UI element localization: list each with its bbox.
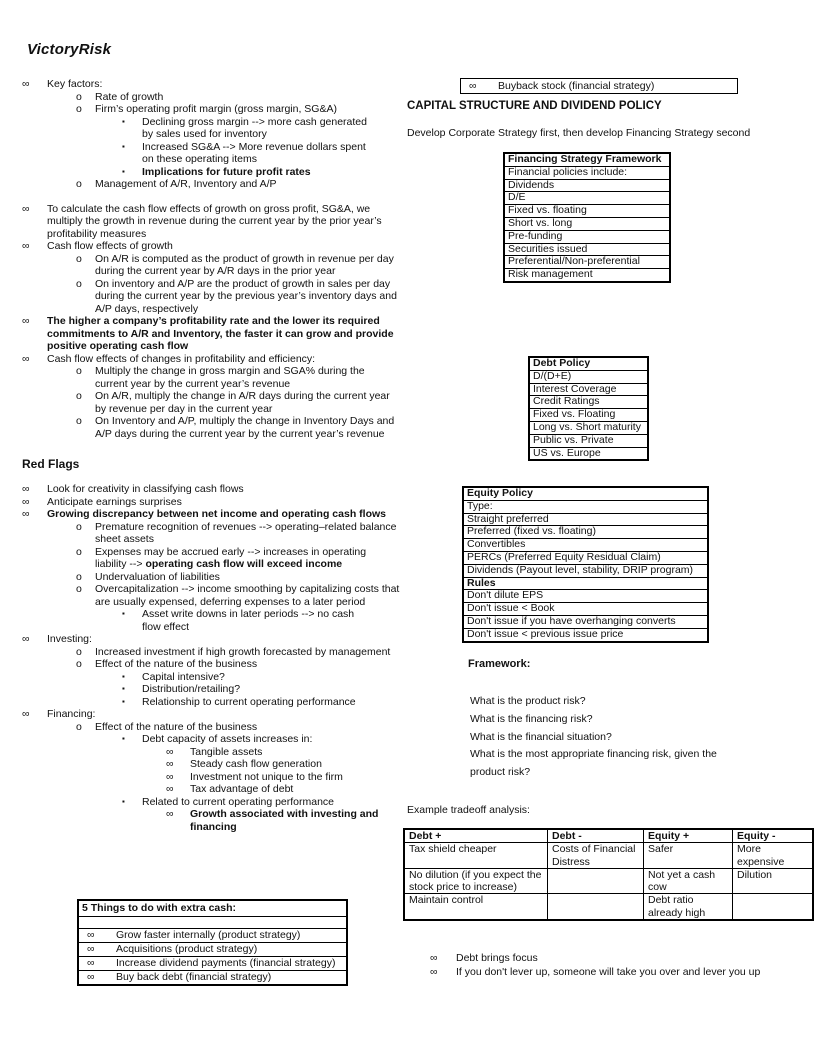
table-row-text: Increase dividend payments (financial strategy) [116,957,336,969]
buyback-stock-label: Buyback stock (financial strategy) [498,80,655,92]
table-row: Fixed vs. floating [505,204,669,217]
tradeoff-cell: More expensive [733,843,814,869]
list-item [22,796,400,809]
list-item-text: Cash flow effects of growth [47,240,173,252]
list-item-text: Distribution/retailing? [142,683,241,695]
equity-policy-table [462,486,709,643]
table-row-text: Buy back debt (financial strategy) [116,971,272,983]
left-bullet-list [22,78,400,833]
infinity-bullet-icon: ∞ [166,745,174,758]
list-item-text: Expenses may be accrued early --> increases in operating liability --> operating cash flow will exceed income [95,545,367,570]
list-item-text: Investing: [47,633,92,645]
list-item [22,783,400,796]
list-item-text: On A/R, multiply the change in A/R days during the current year by revenue per day in the current year [95,390,390,415]
infinity-bullet-icon: ∞ [166,758,174,770]
list-item-text: Multiply the change in gross margin and SGA% during the current year by the current year’s revenue [95,365,365,390]
circle-bullet-icon: o [76,277,82,290]
tradeoff-header-cell: Equity + [644,829,733,843]
list-item [22,496,400,509]
list-item [22,696,400,709]
table-row: Credit Ratings [530,395,647,408]
list-item-text: Cash flow effects of changes in profitability and efficiency: [47,352,316,365]
list-item [22,415,400,440]
circle-bullet-icon: o [76,583,82,595]
framework-question: What is the product risk? [470,695,586,707]
list-item-text: Related to current operating performance [142,795,335,808]
bottom-bullet-text: Debt brings focus [456,952,538,964]
tradeoff-header-row [404,829,813,843]
list-item [22,583,400,608]
table-row [79,943,346,957]
infinity-bullet-icon: ∞ [22,78,30,90]
square-bullet-icon: ▪ [122,141,125,151]
circle-bullet-icon: o [76,570,82,583]
tradeoff-cell: Dilution [733,868,814,894]
bottom-bullet-text: If you don't lever up, someone will take you over and lever you up [456,965,761,978]
document-title: VictoryRisk [27,41,112,58]
table-row-text: Acquisitions (product strategy) [116,943,258,955]
list-item-text: Increased investment if high growth forecasted by management [95,645,391,658]
table-row: Pre-funding [505,230,669,243]
list-item-text: Growing discrepancy between net income and operating cash flows [47,508,386,520]
table-row: Fixed vs. Floating [530,408,647,421]
table-row: Straight preferred [464,513,707,526]
tradeoff-cell: Maintain control [404,894,548,920]
bottom-bullet-item [430,952,810,966]
table-row: Convertibles [464,538,707,551]
framework-question: What is the financing risk? [470,712,593,725]
table-row [79,929,346,943]
table-row: Don't issue < previous issue price [464,628,707,641]
infinity-bullet-icon: ∞ [87,929,95,941]
list-item [22,546,400,571]
infinity-bullet-icon: ∞ [87,971,95,983]
framework-question: What is the financial situation? [470,730,612,743]
infinity-bullet-icon: ∞ [469,80,477,92]
table-row: Long vs. Short maturity [530,421,647,434]
infinity-bullet-icon: ∞ [430,965,438,978]
table-row: Financing Strategy Framework [508,154,662,165]
square-bullet-icon: ▪ [122,734,125,743]
list-item [22,521,400,546]
list-item-text: Relationship to current operating performance [142,695,356,708]
list-item-text: On A/R is computed as the product of growth in revenue per day during the current year by A/R days in the prior year [95,252,394,277]
tradeoff-cell: No dilution (if you expect the stock price to increase) [404,868,548,894]
list-item-text: Growth associated with investing and financing [190,808,379,833]
list-item-text: On Inventory and A/P, multiply the change in Inventory Days and A/P days during the current year by the current year’s revenue [95,415,395,440]
list-item [22,633,400,646]
tradeoff-header-cell: Debt - [548,829,644,843]
infinity-bullet-icon: ∞ [22,315,30,327]
list-item [22,746,400,759]
circle-bullet-icon: o [76,415,82,427]
table-row: Rules [464,577,707,590]
table-row: Type: [464,500,707,513]
square-bullet-icon: ▪ [122,671,125,681]
list-item-text: Increased SG&A --> More revenue dollars spent on these operating items [142,140,366,165]
tradeoff-cell [548,894,644,920]
table-row-text: Grow faster internally (product strategy) [116,929,301,941]
tradeoff-cell [733,894,814,920]
list-item [22,116,400,141]
list-item [22,166,400,179]
tradeoff-cell: Costs of Financial Distress [548,843,644,869]
list-item [22,608,400,633]
list-item-text: Overcapitalization --> income smoothing by capitalizing costs that are usually expensed, deferring expenses to a later period [95,583,400,608]
infinity-bullet-icon: ∞ [87,943,95,955]
list-item-text: Anticipate earnings surprises [47,495,182,508]
list-item-text: Financing: [47,708,96,720]
table-row: Preferred (fixed vs. floating) [464,525,707,538]
table-row: D/E [505,191,669,204]
square-bullet-icon: ▪ [122,684,125,693]
strategy-intro-text: Develop Corporate Strategy first, then develop Financing Strategy second [407,127,751,139]
circle-bullet-icon: o [76,520,82,533]
tradeoff-cell: Safer [644,843,733,869]
infinity-bullet-icon: ∞ [166,783,174,795]
tradeoff-cell [548,868,644,894]
table-row: Dividends [505,179,669,192]
empty-row [79,917,346,929]
square-bullet-icon: ▪ [122,696,125,706]
table-row: Don't issue < Book [464,602,707,615]
infinity-bullet-icon: ∞ [22,483,30,495]
square-bullet-icon: ▪ [122,796,125,806]
table-row: Interest Coverage [530,383,647,396]
list-item [22,78,400,91]
infinity-bullet-icon: ∞ [22,508,30,520]
circle-bullet-icon: o [76,645,82,658]
list-item [22,671,400,684]
circle-bullet-icon: o [76,390,82,402]
list-item-text: Premature recognition of revenues --> operating–related balance sheet assets [95,520,397,545]
infinity-bullet-icon: ∞ [87,957,95,969]
framework-question: What is the most appropriate financing risk, given the product risk? [470,748,717,779]
circle-bullet-icon: o [76,545,82,558]
list-item [22,203,400,241]
circle-bullet-icon: o [76,365,82,377]
tradeoff-cell: Not yet a cash cow [644,868,733,894]
tradeoff-row [404,843,813,869]
table-row: Equity Policy [467,488,533,499]
table-row [79,957,346,971]
bottom-bullet-list [430,952,810,979]
table-row: Public vs. Private [530,434,647,447]
infinity-bullet-icon: ∞ [22,633,30,645]
square-bullet-icon: ▪ [122,166,125,176]
list-item-text: Tax advantage of debt [190,783,294,795]
capital-structure-heading: CAPITAL STRUCTURE AND DIVIDEND POLICY [407,100,662,112]
framework-questions [470,693,726,782]
tradeoff-header-cell: Debt + [404,829,548,843]
list-item [22,240,400,253]
list-item-text: Investment not unique to the firm [190,770,343,783]
list-item [22,483,400,496]
buyback-stock-row [460,78,738,94]
circle-bullet-icon: o [76,658,82,670]
table-row: US vs. Europe [530,447,647,460]
list-item-text: Effect of the nature of the business [95,658,258,670]
list-item [22,178,400,191]
list-item [22,91,400,104]
circle-bullet-icon: o [76,252,82,265]
list-item-text: Debt capacity of assets increases in: [142,733,313,745]
tradeoff-row [404,894,813,920]
table-row: Securities issued [505,243,669,256]
square-bullet-icon: ▪ [122,609,125,618]
infinity-bullet-icon: ∞ [22,495,30,508]
tradeoff-cell: Tax shield cheaper [404,843,548,869]
table-row: PERCs (Preferred Equity Residual Claim) [464,551,707,564]
list-item-text: Tangible assets [190,745,263,758]
table-row: Preferential/Non-preferential [505,255,669,268]
five-things-header: 5 Things to do with extra cash: [79,901,346,917]
list-item [22,390,400,415]
circle-bullet-icon: o [76,178,82,190]
list-item [22,708,400,721]
infinity-bullet-icon: ∞ [22,202,30,215]
table-row: Don't issue if you have overhanging converts [464,615,707,628]
list-item-text: Look for creativity in classifying cash flows [47,483,244,495]
list-item [22,315,400,353]
list-item [22,658,400,671]
table-row: Risk management [505,268,669,281]
financing-strategy-table [503,152,671,283]
list-item [22,365,400,390]
list-item [22,141,400,166]
table-row: Short vs. long [505,217,669,230]
list-item [22,646,400,659]
list-item-text: Steady cash flow generation [190,758,322,770]
table-row: D/(D+E) [530,370,647,383]
list-item [22,808,400,833]
circle-bullet-icon: o [76,720,82,733]
list-item-text: Key factors: [47,78,103,90]
list-item-text: On inventory and A/P are the product of growth in sales per day during the current year by the previous year’s inventory days and A/P days, respectively [95,277,397,315]
tradeoff-cell: Debt ratio already high [644,894,733,920]
list-item-text: Management of A/R, Inventory and A/P [95,178,277,190]
list-item-text: Rate of growth [95,90,164,103]
table-row [79,971,346,984]
infinity-bullet-icon: ∞ [22,708,30,720]
list-item [22,353,400,366]
list-item-text: Asset write downs in later periods --> no cash flow effect [142,608,355,633]
list-item-text: Effect of the nature of the business [95,720,258,733]
square-bullet-icon: ▪ [122,116,125,126]
tradeoff-header-cell: Equity - [733,829,814,843]
framework-heading: Framework: [468,658,531,670]
list-item [22,683,400,696]
list-item [22,571,400,584]
list-item-text: Declining gross margin --> more cash generated by sales used for inventory [142,115,367,140]
list-item-text: Implications for future profit rates [142,165,311,178]
list-item [22,253,400,278]
table-row: Dividends (Payout level, stability, DRIP program) [464,564,707,577]
list-item [22,758,400,771]
five-things-table [77,899,348,986]
circle-bullet-icon: o [76,90,82,103]
tradeoff-analysis-label: Example tradeoff analysis: [407,804,530,816]
circle-bullet-icon: o [76,103,82,115]
list-item [22,733,400,746]
infinity-bullet-icon: ∞ [430,952,438,964]
tradeoff-table [403,828,814,921]
infinity-bullet-icon: ∞ [166,770,174,783]
table-row: Debt Policy [533,358,591,369]
table-row: Don't dilute EPS [464,589,707,602]
bottom-bullet-item [430,966,810,980]
infinity-bullet-icon: ∞ [166,808,174,820]
list-item-text: Capital intensive? [142,670,225,683]
infinity-bullet-icon: ∞ [22,240,30,252]
list-item [22,508,400,521]
list-item [22,103,400,116]
list-item-text: The higher a company’s profitability rate and the lower its required commitments to A/R and Inventory, the faster it can grow and provide positive operating cash flow [47,315,394,352]
list-item-text: Firm’s operating profit margin (gross margin, SG&A) [95,103,337,115]
table-row: Financial policies include: [505,166,669,179]
red-flags-heading: Red Flags [22,457,80,471]
debt-policy-table [528,356,649,461]
list-item [22,721,400,734]
list-item [22,771,400,784]
list-item [22,278,400,316]
list-item-text: To calculate the cash flow effects of growth on gross profit, SG&A, we multiply the growth in revenue during the current year by the prior year’s profitability measures [47,202,382,240]
infinity-bullet-icon: ∞ [22,352,30,365]
tradeoff-row [404,868,813,894]
list-item-text: Undervaluation of liabilities [95,570,220,583]
